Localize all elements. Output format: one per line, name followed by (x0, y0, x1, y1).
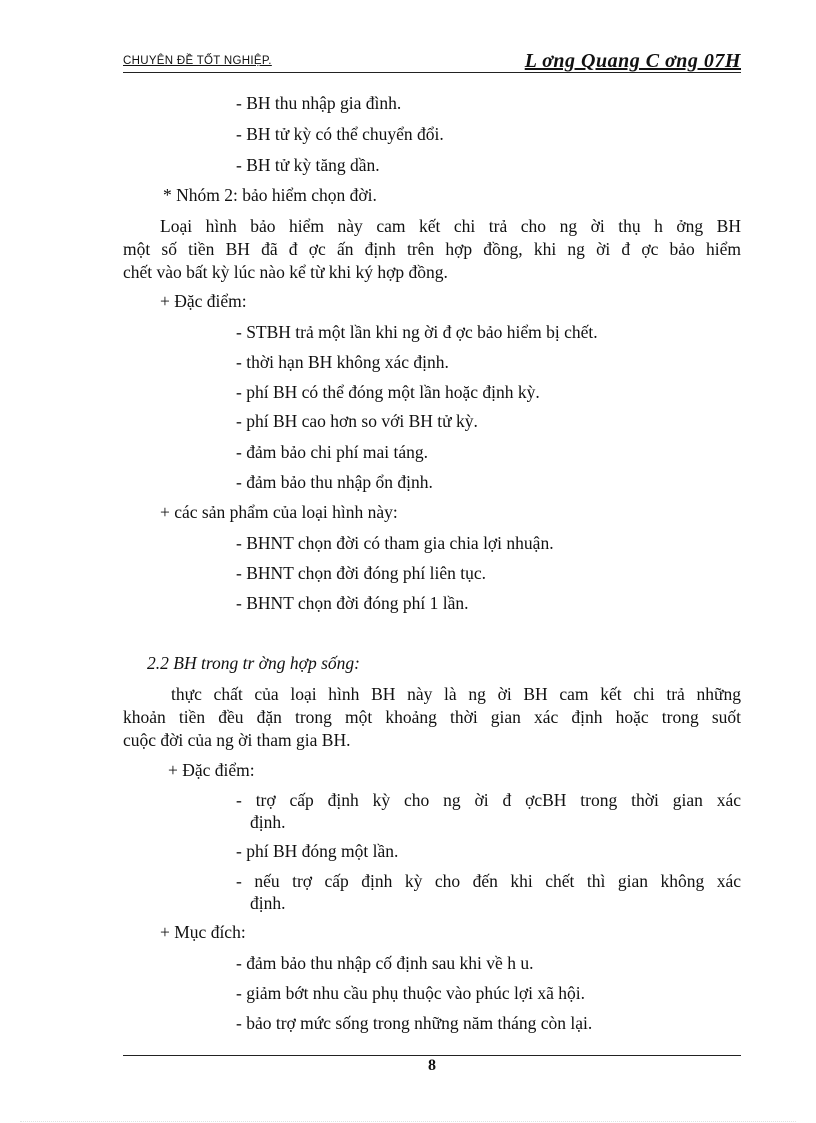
text-line: - BH thu nhập gia đình. (236, 93, 402, 113)
page-header (123, 52, 741, 73)
paragraph-line: khoản tiền đều đặn trong một khoảng thời gian xác định hoặc trong suốt (123, 707, 741, 727)
page-number: 8 (428, 1057, 436, 1074)
text-line: - bảo trợ mức sống trong những năm tháng còn lại. (236, 1013, 593, 1033)
text-line: - BH tử kỳ tăng dần. (236, 155, 380, 175)
text-line: - trợ cấp định kỳ cho ng ời đ ợcBH trong thời gian xác (236, 790, 741, 810)
paragraph-line: chết vào bất kỳ lúc nào kể từ khi ký hợp đồng. (123, 262, 448, 282)
text-line: - BHNT chọn đời đóng phí 1 lần. (236, 593, 469, 613)
paragraph-line: thực chất của loại hình BH này là ng ời BH cam kết chi trả những (171, 684, 741, 704)
text-line: - BHNT chọn đời có tham gia chia lợi nhuận. (236, 533, 554, 553)
text-line: - phí BH có thể đóng một lần hoặc định kỳ. (236, 382, 540, 402)
paragraph-line: cuộc đời của ng ời tham gia BH. (123, 730, 351, 750)
paragraph-line: một số tiền BH đã đ ợc ấn định trên hợp đồng, khi ng ời đ ợc bảo hiểm (123, 239, 741, 259)
text-line: - đảm bảo chi phí mai táng. (236, 442, 428, 462)
text-line: - STBH trả một lần khi ng ời đ ợc bảo hiểm bị chết. (236, 322, 598, 342)
text-line: - phí BH cao hơn so với BH tử kỳ. (236, 411, 478, 431)
text-line: - đảm bảo thu nhập ổn định. (236, 472, 433, 492)
text-line: - phí BH đóng một lần. (236, 841, 399, 861)
text-line: - đảm bảo thu nhập cố định sau khi về h u. (236, 953, 534, 973)
section-heading: * Nhóm 2: bảo hiểm chọn đời. (163, 185, 377, 205)
footer-divider (123, 1055, 741, 1056)
text-line: định. (250, 893, 286, 913)
text-line: định. (250, 812, 286, 832)
subheading: + Mục đích: (160, 922, 246, 942)
subheading: + các sản phẩm của loại hình này: (160, 502, 398, 522)
subheading: + Đặc điểm: (168, 760, 255, 780)
paragraph-line: Loại hình bảo hiểm này cam kết chi trả cho ng ời thụ h ởng BH (160, 216, 741, 236)
text-line: - BHNT chọn đời đóng phí liên tục. (236, 563, 487, 583)
text-line: - nếu trợ cấp định kỳ cho đến khi chết thì gian không xác (236, 871, 741, 891)
header-author: L ơng Quang C ơng 07H (524, 50, 741, 72)
page-bottom-dotted-line (20, 1121, 796, 1122)
text-line: - BH tử kỳ có thể chuyển đổi. (236, 124, 444, 144)
section-heading: 2.2 BH trong tr ờng hợp sống: (147, 653, 360, 673)
text-line: - giảm bớt nhu cầu phụ thuộc vào phúc lợi xã hội. (236, 983, 585, 1003)
subheading: + Đặc điểm: (160, 291, 247, 311)
header-title: CHUYÊN ĐỀ TỐT NGHIỆP. (123, 55, 272, 67)
text-line: - thời hạn BH không xác định. (236, 352, 449, 372)
